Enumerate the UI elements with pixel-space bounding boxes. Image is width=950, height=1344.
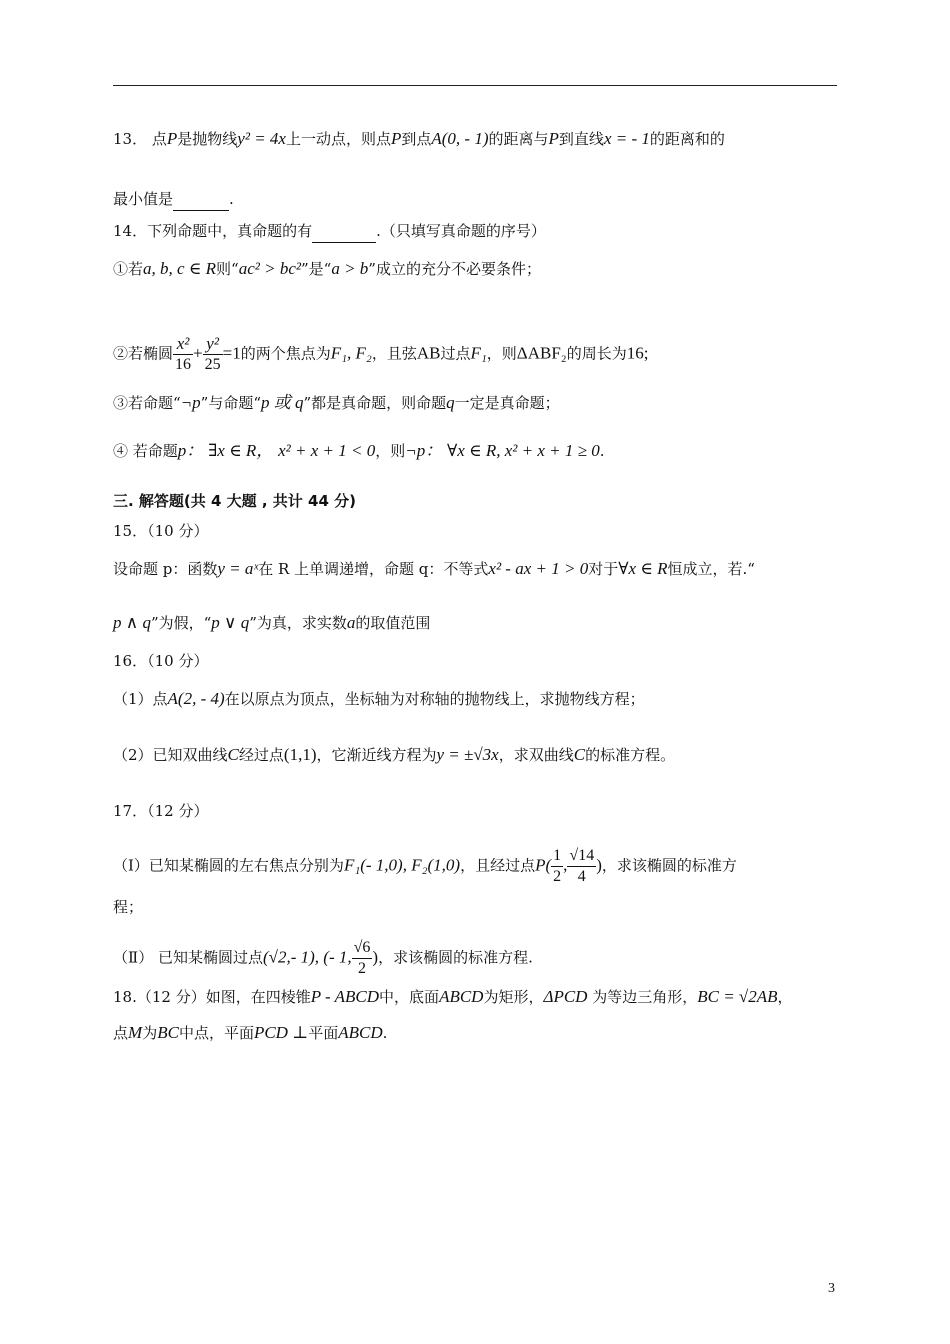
q13-line2	[113, 188, 838, 211]
page-number: 3	[828, 1281, 835, 1296]
text: 点	[151, 130, 167, 148]
q14-item1	[113, 258, 838, 280]
text: ，	[777, 988, 793, 1006]
text: ，且经过点	[460, 856, 536, 875]
text: 则“	[216, 260, 239, 278]
text: （Ⅰ）已知某椭圆的左右焦点分别为	[113, 856, 344, 875]
q14-item3	[113, 392, 838, 414]
text: 的距离与	[488, 130, 549, 148]
math-F1: F₁	[470, 343, 487, 363]
numerator: √14	[567, 846, 596, 867]
math-chord: AB	[416, 343, 441, 363]
header-rule	[113, 85, 837, 86]
math-conclusion: a > b	[331, 259, 369, 278]
math-point-P: P(	[535, 855, 552, 875]
q15-line1	[113, 558, 838, 580]
math-plane-PCD: PCD ⊥	[253, 1023, 309, 1042]
q14-head	[113, 220, 838, 243]
math-set: a, b, c ∈ R	[143, 259, 217, 278]
text: 中点，平面	[178, 1024, 254, 1042]
math-line: x = - 1	[603, 129, 650, 148]
text: ”与命题“	[200, 394, 261, 412]
math-M: M	[128, 1023, 143, 1042]
comma: ,	[563, 855, 568, 875]
math-points: (√2,- 1), (- 1,	[262, 947, 352, 967]
math-value: 16;	[626, 343, 649, 363]
text: ④ 若命题	[113, 442, 178, 460]
text: ”为真，求实数	[249, 614, 347, 632]
text: 经过点	[238, 746, 284, 764]
text: 在 R 上单调递增，命题 q：不等式	[258, 560, 489, 578]
text: ，它渐近线方程为	[316, 746, 437, 764]
text: ②若椭圆	[113, 344, 174, 363]
text: ，则	[375, 442, 406, 460]
math-p-or-q: p 或 q	[261, 393, 304, 412]
text: 14．下列命题中，真命题的有	[113, 222, 313, 240]
fraction-sqrt6	[352, 938, 373, 979]
numerator: 1	[551, 846, 563, 867]
close-paren: )	[596, 855, 602, 875]
text: 的距离和的	[649, 130, 725, 148]
text: 上一动点，则点	[285, 130, 391, 148]
text: 恒成立，若.“	[667, 560, 755, 578]
text: 设命题 p：函数	[113, 560, 218, 578]
math-point-A: A(2, - 4)	[167, 689, 225, 708]
math-function: y = aˣ	[217, 559, 259, 578]
answer-blank	[173, 188, 229, 211]
math-forall: ∀x ∈ R	[618, 559, 668, 578]
q15-head: 15．（10 分）	[113, 522, 209, 540]
text: ，则	[486, 344, 517, 363]
denominator: 4	[577, 868, 586, 885]
text: 对于	[588, 560, 619, 578]
text: 最小值是	[113, 190, 174, 208]
fraction-x	[173, 334, 193, 375]
text: ，求双曲线	[498, 746, 574, 764]
math-q: q	[446, 393, 455, 412]
math-p: p：	[177, 441, 204, 460]
math-forall: ∀x ∈ R, x² + x + 1 ≥ 0	[446, 441, 600, 460]
text: 为矩形，	[483, 988, 544, 1006]
q13-line1	[113, 128, 838, 150]
math-p-and-q: p ∧ q	[113, 613, 151, 632]
section-title: 三. 解答题(共 4 大题 , 共计 44 分)	[113, 492, 356, 510]
math-condition: ac² > bc²	[238, 259, 301, 278]
q17-part1-cont: 程；	[113, 898, 144, 916]
text: .	[229, 190, 234, 208]
math-not-p: ¬p	[180, 393, 201, 412]
math-BC: BC	[157, 1023, 179, 1042]
fraction-sqrt14	[567, 846, 596, 887]
text: .	[599, 442, 605, 460]
text: ③若命题“	[113, 394, 181, 412]
text: 一定是真命题；	[454, 394, 560, 412]
text: ”成立的充分不必要条件；	[368, 260, 541, 278]
q14-item4	[113, 440, 838, 462]
text: 是抛物线	[177, 130, 238, 148]
math-exists: ∃x ∈ R，	[208, 441, 274, 460]
q17-part2	[113, 938, 838, 979]
denominator: 25	[204, 356, 221, 373]
text: 18.（12 分）如图，在四棱锥	[113, 988, 311, 1006]
text: ”为假，“	[150, 614, 212, 632]
denominator: 2	[358, 960, 366, 977]
math-inequality: x² - ax + 1 > 0	[488, 559, 589, 578]
denominator: 2	[553, 868, 562, 885]
text: ，求该椭圆的标准方	[601, 856, 737, 875]
math-pyramid: P - ABCD	[310, 987, 380, 1006]
math-point: (1,1)	[283, 745, 317, 764]
text: 为等边三角形，	[587, 988, 698, 1006]
text: 过点	[440, 344, 471, 363]
q13-number: 13．	[113, 130, 148, 148]
q18-line2	[113, 1022, 838, 1044]
math-inequality: x² + x + 1 < 0	[278, 441, 376, 460]
text: （1）点	[113, 690, 168, 708]
numerator: x²	[173, 334, 193, 355]
plus: +	[193, 343, 203, 363]
text: 的周长为	[566, 344, 627, 363]
fraction-half	[551, 846, 563, 887]
math-C: C	[227, 745, 239, 764]
math-base: ABCD	[439, 987, 484, 1006]
text: .（只填写真命题的序号）	[376, 222, 546, 240]
numerator: √6	[352, 938, 373, 959]
text: 平面	[308, 1024, 339, 1042]
text: ”是“	[300, 260, 332, 278]
text: 的两个焦点为	[240, 344, 331, 363]
math-point-A: A(0, - 1)	[431, 129, 489, 148]
math-relation: BC = √2AB	[697, 987, 778, 1006]
text: （2）已知双曲线	[113, 746, 228, 764]
fraction-y	[203, 334, 223, 375]
equals-one: =1	[222, 343, 241, 363]
text: ”都是真命题，则命题	[303, 394, 447, 412]
q16-head: 16．（10 分）	[113, 652, 209, 670]
math-C: C	[573, 745, 586, 764]
text: 到直线	[558, 130, 604, 148]
denominator: 16	[175, 356, 192, 373]
math-a: a	[346, 613, 356, 632]
text: 为	[142, 1024, 158, 1042]
text: 的标准方程。	[585, 746, 676, 764]
q18-line1	[113, 986, 838, 1008]
math-not-p: ¬p：	[405, 441, 443, 460]
text: 点	[113, 1024, 129, 1042]
math-triangle: ΔABF₂	[516, 343, 567, 363]
answer-blank	[312, 220, 376, 243]
q17-part1	[113, 846, 838, 887]
text: ，求该椭圆的标准方程.	[378, 948, 533, 967]
math-foci: F₁, F₂	[330, 343, 372, 363]
math-parabola: y² = 4x	[237, 129, 286, 148]
math-P: P	[390, 129, 402, 148]
q15-line2	[113, 612, 838, 634]
text: ，且弦	[371, 344, 417, 363]
text: ①若	[113, 260, 144, 278]
close-paren: )	[372, 947, 379, 967]
text: 的取值范围	[355, 614, 431, 632]
math-asymptote: y = ±√3x	[436, 745, 499, 764]
text: .	[382, 1024, 388, 1042]
q16-part1	[113, 688, 838, 710]
q17-head: 17．（12 分）	[113, 802, 209, 820]
text: 到点	[401, 130, 432, 148]
math-foci: F₁(- 1,0), F₂(1,0)	[343, 855, 461, 875]
text: 中，底面	[379, 988, 440, 1006]
math-plane-ABCD: ABCD	[338, 1023, 383, 1042]
text: 在以原点为顶点，坐标轴为对称轴的抛物线上，求抛物线方程；	[224, 690, 645, 708]
math-triangle: ΔPCD	[543, 987, 588, 1006]
numerator: y²	[203, 334, 223, 355]
math-p-or-q: p ∨ q	[211, 613, 250, 632]
q14-item2	[113, 334, 838, 375]
q16-part2	[113, 744, 838, 766]
math-P: P	[166, 129, 178, 148]
math-P: P	[548, 129, 559, 148]
text: （Ⅱ） 已知某椭圆过点	[113, 948, 263, 967]
